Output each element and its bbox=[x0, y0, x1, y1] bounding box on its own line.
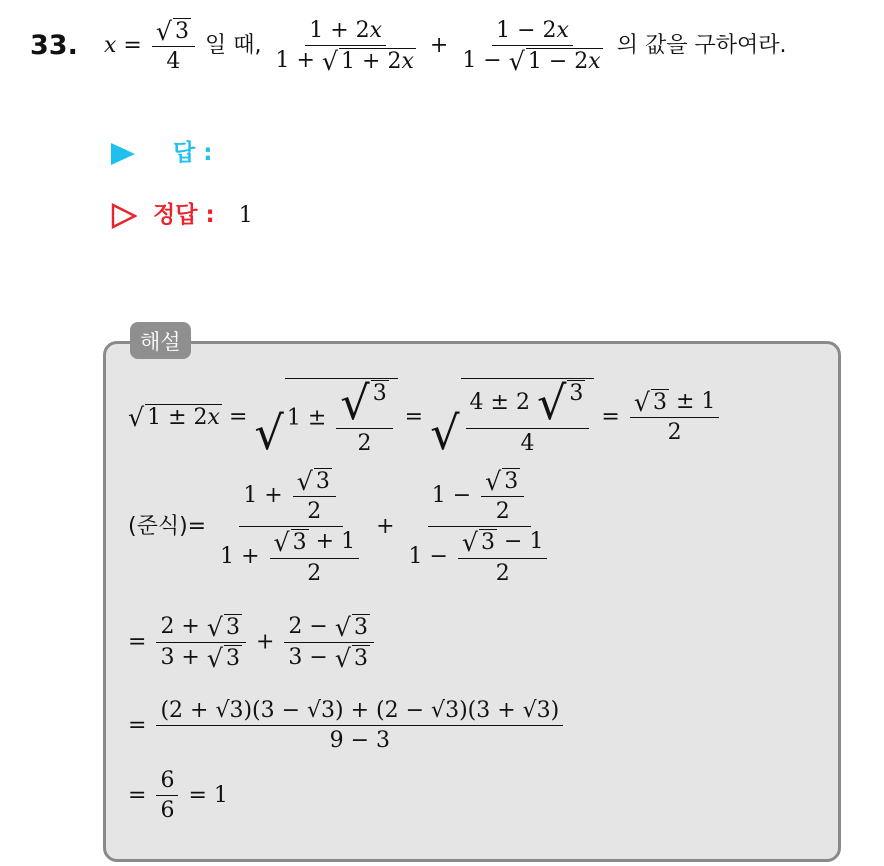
x-variable: x bbox=[104, 33, 117, 59]
answer-label: 답 : bbox=[173, 140, 213, 166]
correct-answer-label: 정답 : bbox=[153, 202, 215, 228]
correct-answer-row bbox=[111, 196, 253, 229]
answer-row bbox=[111, 134, 212, 167]
expanded-denominator: 9 − 3 bbox=[329, 728, 391, 754]
solution-line-2: (준식)= 1 + √ 3 2 1 + √ 3 + 1 2 + 1 − √ 3 2 1 − √ 3 − 1 2 bbox=[128, 468, 557, 586]
correct-answer-value: 1 bbox=[238, 203, 253, 228]
condition-text: 일 때, bbox=[204, 33, 262, 59]
final-result: = 1 bbox=[188, 782, 228, 808]
question-expression: x = √ 3 4 일 때, 1 + 2x 1 + √ 1 + 2x + 1 − 2x 1 − √ 1 − 2x 의 값을 구하여라. bbox=[104, 16, 787, 77]
question-suffix: 의 값을 구하여라. bbox=[616, 33, 787, 59]
x-value-fraction: √ 3 4 bbox=[152, 18, 195, 74]
solution-line-4: = $\frac{(2 + √3)(3 - √3) + (2 - √3)(3 + √3)}{9 - 3}$ bbox=[128, 698, 566, 754]
play-triangle-icon bbox=[111, 143, 135, 165]
outline-triangle-icon bbox=[111, 203, 137, 229]
solution-line-3: = 2 + √ 3 3 + √ 3 + 2 − √ 3 3 − √ 3 bbox=[128, 614, 377, 671]
first-fraction: 1 + 2x 1 + √ 1 + 2x bbox=[275, 18, 414, 77]
expanded-numerator: (2 + √3)(3 − √3) + (2 − √3)(3 + √3) bbox=[156, 698, 563, 726]
solution-tag: 해설 bbox=[130, 322, 191, 359]
paren-label: (준식)= bbox=[128, 513, 207, 539]
question-number: 33. bbox=[30, 30, 78, 61]
second-fraction: 1 − 2x 1 − √ 1 − 2x bbox=[462, 18, 601, 77]
solution-line-1: √ 1 ± 2x = √ 1 ± √ 3 2 = √ 4 ± 2 √ 3 4 = √ 3 ± 1 2 bbox=[128, 378, 722, 457]
solution-line-5: = $\frac{6}{6}$ = 1 bbox=[128, 768, 228, 824]
